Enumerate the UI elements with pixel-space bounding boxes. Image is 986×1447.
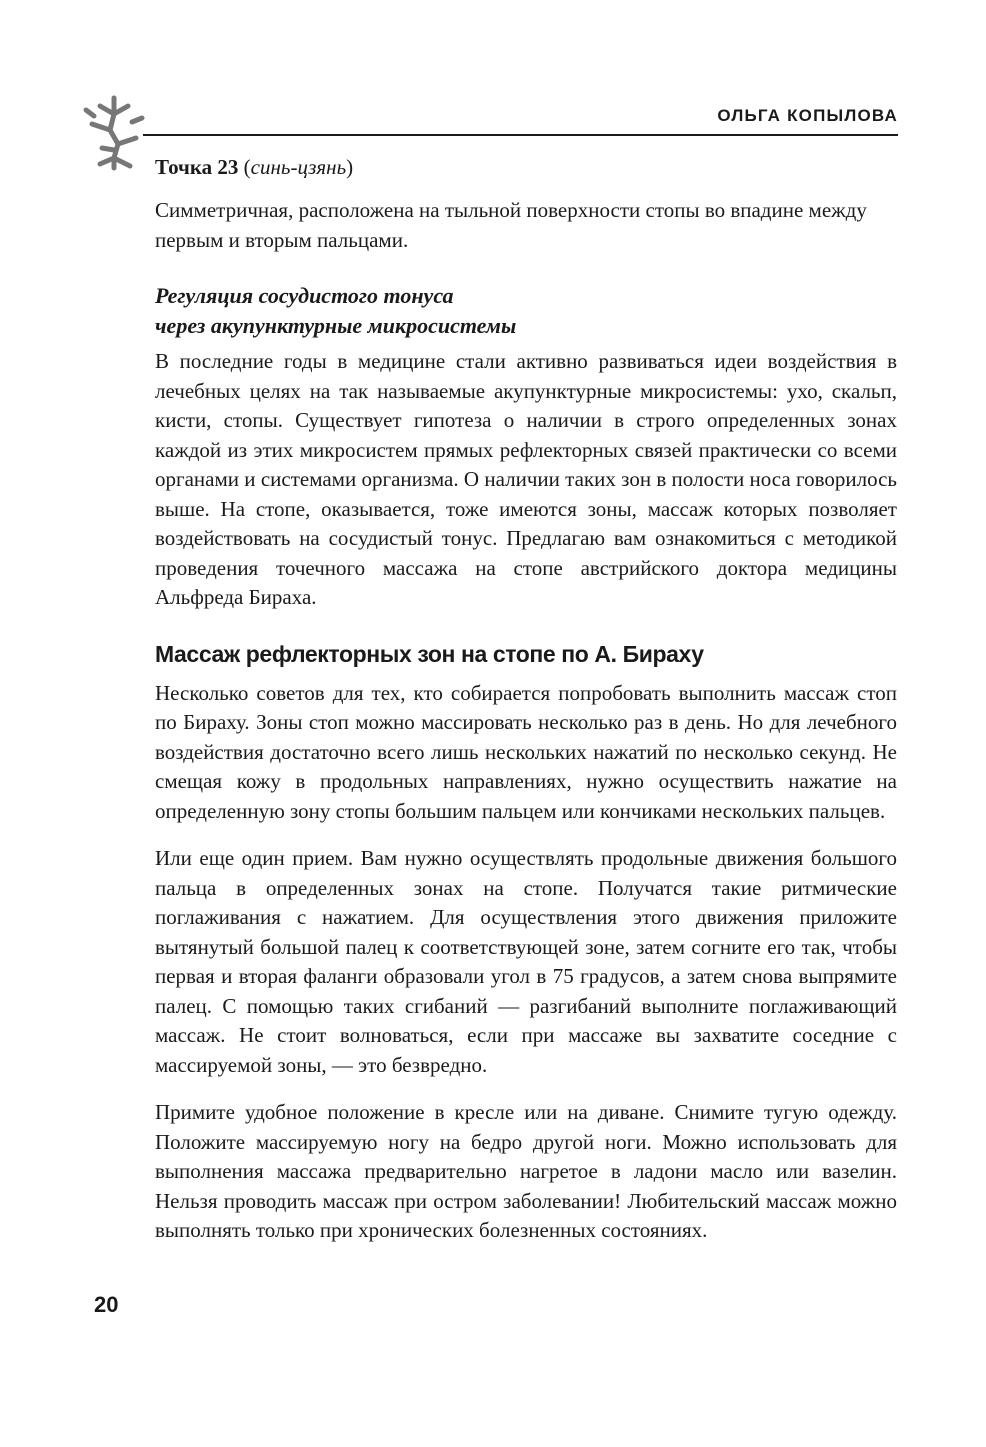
body-paragraph: В последние годы в медицине стали активно развиваться идеи воздействия в лечебных целях на так называемые акупунктурные микросистемы: ухо, скальп, кисти, стопы. Существует гипотеза о наличии в строго определенных зонах каждой из этих микросистем прямых рефлекторных связей практически со всеми органами и системами организма. О наличии таких зон в полости носа говорилось выше. На стопе, оказывается, тоже имеются зоны, массаж которых позволяет воздействовать на сосудистый тонус. Предлагаю вам ознакомиться с методикой проведения точечного массажа на стопе австрийского доктора медицины Альфреда Бираха. [155, 349, 897, 609]
point-title [155, 153, 897, 182]
body-paragraph: Или еще один прием. Вам нужно осуществлять продольные движения большого пальца в определенных зонах на стопе. Получатся такие ритмические поглаживания с нажатием. Для осуществления этого движения приложите вытянутый большой палец к соответствующей зоне, затем согните его так, чтобы первая и вторая фаланги образовали угол в 75 градусов, а затем снова выпрямите палец. С помощью таких сгибаний — разгибаний выполните поглаживающий массаж. Не стоит волноваться, если при массаже вы захватите соседние с массируемой зоны, — это безвредно. [155, 846, 897, 1077]
header-rule [143, 134, 898, 136]
point-description: Симметричная, расположена на тыльной поверхности стопы во впадине между первым и вторым пальцами. [155, 198, 867, 252]
point-title-close-paren: ) [346, 155, 354, 179]
book-logo-ornament [80, 92, 148, 172]
body-paragraph: Несколько советов для тех, кто собирается попробовать выполнить массаж стоп по Бираху. Зоны стоп можно массировать несколько раз в день. Но для лечебного воздействия достаточно всего лишь нескольких нажатий по несколько секунд. Не смещая кожу в продольных направлениях, нужно осуществить нажатие на определенную зону стопы большим пальцем или кончиками нескольких пальцев. [155, 680, 897, 823]
point-title-number: Точка 23 [155, 155, 239, 179]
page-content [155, 153, 897, 1246]
body-paragraph: Примите удобное положение в кресле или на диване. Снимите тугую одежду. Положите массируемую ногу на бедро другой ноги. Можно использовать для выполнения массажа предварительно нагретое в ладони масло или вазелин. Нельзя проводить массаж при остром заболевании! Любительский массаж можно выполнять только при хронических болезненных состояниях. [155, 1100, 897, 1242]
point-title-chinese-name: синь-цзянь [250, 155, 347, 179]
subheading-line-2: через акупунктурные микросистемы [155, 313, 517, 338]
page-number: 20 [94, 1292, 119, 1317]
subheading-line-1: Регуляция сосудистого тонуса [155, 283, 454, 308]
section-subheading [155, 281, 897, 341]
section-heading: Массаж рефлекторных зон на стопе по А. Бираху [155, 640, 704, 667]
running-head-author: ОЛЬГА КОПЫЛОВА [717, 106, 898, 125]
point-title-open-paren: ( [243, 155, 251, 179]
